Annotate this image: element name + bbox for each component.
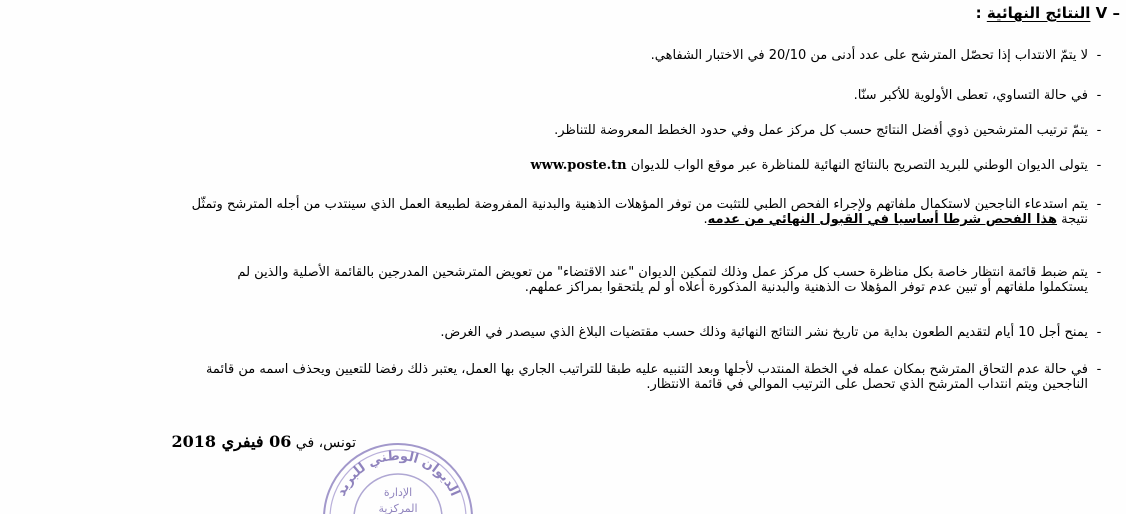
item-text-line1: يتم ضبط قائمة انتظار خاصة بكل مناظرة حسب كل مركز عمل وذلك لتمكين الديوان "عند الاقتضاء" من تعويض المترشحين المدرجين بالقائمة الأصلية والذين لم bbox=[237, 265, 1088, 280]
stamp-outer-text: الديوان الوطني للبريد bbox=[333, 448, 463, 499]
item-text-line1: في حالة عدم التحاق المترشح بمكان عمله في الخطة المنتدب لأجلها وبعد التنبيه عليه طبقا للتراتيب الجاري بها العمل، يعتبر ذلك رفضا للتعيين ويحذف اسمه من قائمة bbox=[205, 362, 1088, 377]
list-item bbox=[15, 48, 1110, 63]
list-item bbox=[15, 158, 1110, 173]
stamp-inner-line1: الإدارة bbox=[383, 486, 413, 499]
list-item bbox=[15, 325, 1110, 340]
list-item bbox=[15, 265, 1110, 295]
official-stamp bbox=[318, 438, 478, 514]
item-text-line2-bold: هذا الفحص شرطا أساسيا في القبول النهائي من عدمه bbox=[707, 212, 1058, 227]
list-item bbox=[15, 197, 1110, 227]
bullet-dash: - bbox=[1096, 362, 1102, 377]
item-text: يتولى الديوان الوطني للبريد التصريح بالنتائج النهائية للمناظرة عبر موقع الواب للديوان bbox=[630, 158, 1088, 173]
item-text: يتمّ ترتيب المترشحين ذوي أفضل النتائج حسب كل مركز عمل وفي حدود الخطط المعروضة للتناظر. bbox=[554, 123, 1088, 138]
section-heading bbox=[976, 4, 1120, 22]
section-title: النتائج النهائية bbox=[986, 4, 1091, 22]
item-text: يمنح أجل 10 أيام لتقديم الطعون بداية من تاريخ نشر النتائج النهائية وذلك حسب مقتضيات البلاغ الذي سيصدر في الغرض. bbox=[440, 325, 1088, 340]
item-text-line2-prefix: نتيجة bbox=[1061, 212, 1088, 227]
bullet-dash: - bbox=[1096, 265, 1102, 280]
bullet-dash: - bbox=[1096, 88, 1102, 103]
item-text: في حالة التساوي، تعطى الأولوية للأكبر سنّا. bbox=[853, 88, 1088, 103]
section-colon: : bbox=[975, 4, 982, 22]
list-item bbox=[15, 88, 1110, 103]
bullet-dash: - bbox=[1096, 197, 1102, 212]
bullet-dash: - bbox=[1096, 123, 1102, 138]
item-text-line1: يتم استدعاء الناجحين لاستكمال ملفاتهم ولإجراء الفحص الطبي للتثبت من توفر المؤهلات الذهنية والبدنية المفروضة لطبيعة العمل الذي سينتدب من أجله المترشح وتمثّل bbox=[191, 197, 1088, 212]
list-item bbox=[15, 362, 1110, 392]
item-text-line2: يستكملوا ملفاتهم أو تبين عدم توفر المؤهلا ت الذهنية والبدنية المذكورة أعلاه أو لم يلتحقوا بمراكز عملهم. bbox=[524, 280, 1088, 295]
signature-date: 06 فيفري 2018 bbox=[171, 432, 292, 451]
website-link[interactable]: www.poste.tn bbox=[530, 158, 627, 173]
item-text-line2: الناجحين ويتم انتداب المترشح الذي تحصل على الترتيب الموالي في قائمة الانتظار. bbox=[646, 377, 1088, 392]
bullet-dash: - bbox=[1096, 48, 1102, 63]
signature-place: تونس، في bbox=[295, 435, 356, 451]
item-text-line2-suffix: . bbox=[703, 212, 708, 227]
bullet-dash: - bbox=[1096, 325, 1102, 340]
item-text: لا يتمّ الانتداب إذا تحصّل المترشح على عدد أدنى من 20/10 في الاختبار الشفاهي. bbox=[650, 48, 1088, 63]
stamp-inner-line2: المركزية bbox=[378, 502, 418, 514]
list-item bbox=[15, 123, 1110, 138]
section-number: V – bbox=[1095, 4, 1120, 22]
bullet-dash: - bbox=[1096, 158, 1102, 173]
